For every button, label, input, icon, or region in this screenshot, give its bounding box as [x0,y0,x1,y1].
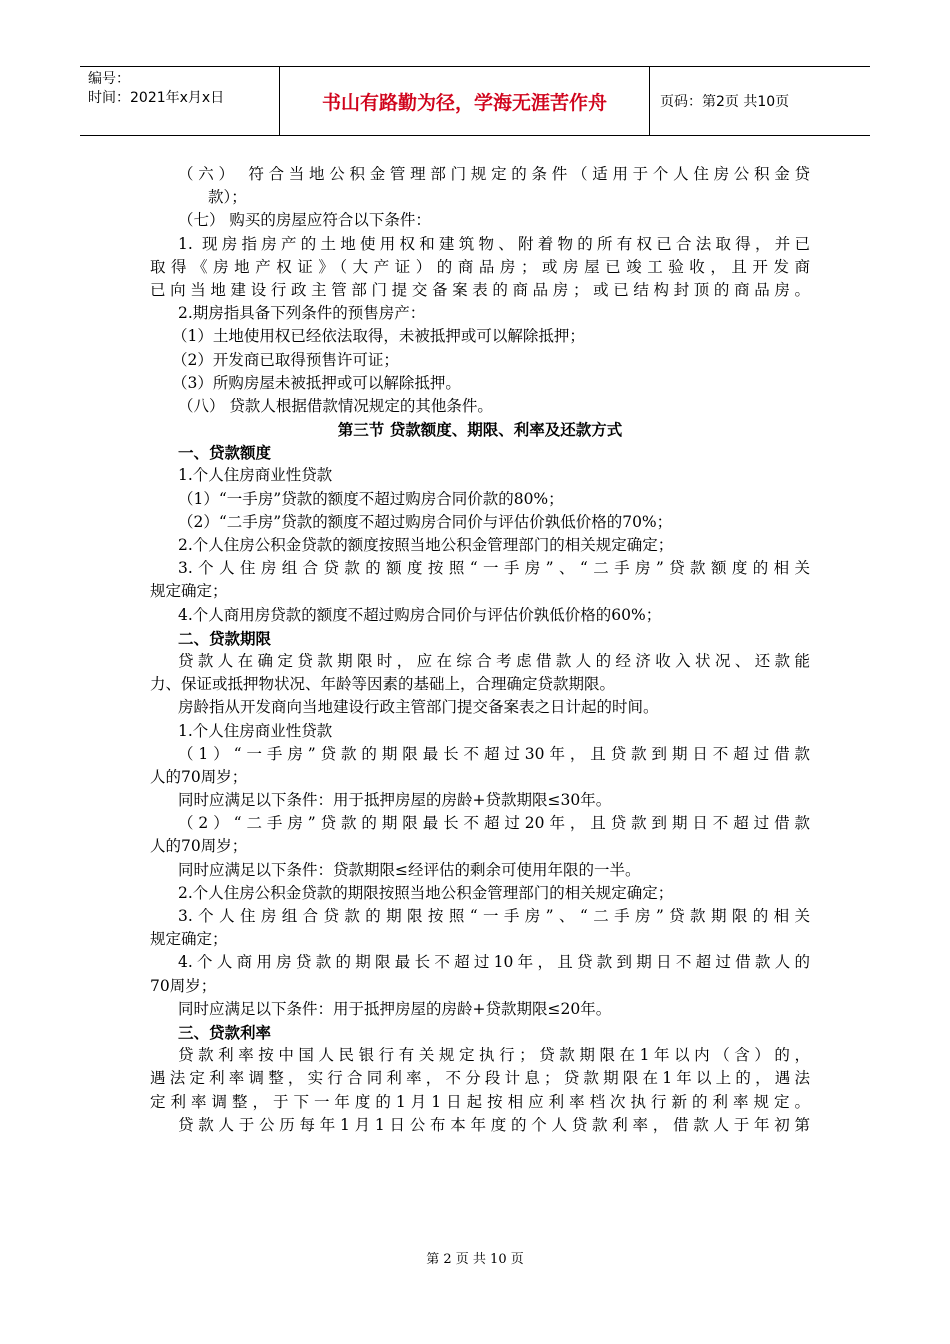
text-line: 3.个人住房组合贷款的期限按照“一手房”、“二手房”贷款期限的相关 [178,907,810,925]
text-line: 3.个人住房组合贷款的额度按照“一手房”、“二手房”贷款额度的相关 [178,559,810,578]
text-line: 1.个人住房商业性贷款 [178,721,333,740]
subsection-heading: 三、贷款利率 [178,1022,272,1042]
text-line: 已向当地建设行政主管部门提交备案表的商品房；或已结构封顶的商品房。 [150,280,810,299]
number-label: 编号： [88,71,130,87]
text-line: （2）“二手房”贷款的额度不超过购房合同价与评估价孰低价格的70%； [178,512,673,531]
text-line: 人的70周岁； [150,767,248,786]
text-line: （2）开发商已取得预售许可证； [172,350,399,369]
text-line: 规定确定； [150,582,228,601]
text-line: 力、保证或抵押物状况、年龄等因素的基础上，合理确定贷款期限。 [150,675,616,694]
text-line: （1）土地使用权已经依法取得，未被抵押或可以解除抵押； [172,327,585,346]
text-line: 规定确定； [150,930,228,949]
page-header [80,66,870,136]
header-page-label: 页码：第2页 共10页 [660,94,790,110]
text-line: （1）“一手房”贷款的额度不超过购房合同价款的80%； [178,489,564,508]
text-line: （八） 贷款人根据借款情况规定的其他条件。 [178,396,493,415]
text-line: 4.个人商用房贷款的额度不超过购房合同价与评估价孰低价格的60%； [178,605,662,624]
text-line: 同时应满足以下条件：用于抵押房屋的房龄+贷款期限≤30年。 [178,791,612,810]
text-line: 定利率调整，于下一年度的1月1日起按相应利率档次执行新的利率规定。 [150,1092,810,1111]
header-motto: 书山有路勤为径，学海无涯苦作舟 [280,67,650,135]
text-line: 取得《房地产权证》（大产证）的商品房；或房屋已竣工验收，且开发商 [150,257,810,276]
text-line: 人的70周岁； [150,837,248,856]
text-line: 1.个人住房商业性贷款 [178,466,333,485]
text-line: 遇法定利率调整，实行合同利率，不分段计息；贷款期限在1年以上的，遇法 [150,1069,810,1088]
subsection-heading: 一、贷款额度 [178,443,272,463]
text-line: 贷款人在确定贷款期限时，应在综合考虑借款人的经济收入状况、还款能 [178,651,810,670]
text-line: 同时应满足以下条件：用于抵押房屋的房龄+贷款期限≤20年。 [178,999,612,1018]
text-line: （3）所购房屋未被抵押或可以解除抵押。 [172,373,461,392]
text-line: 70周岁； [150,976,217,995]
text-line: 4.个人商用房贷款的期限最长不超过10年，且贷款到期日不超过借款人的 [178,953,810,972]
text-line: 贷款利率按中国人民银行有关规定执行；贷款期限在1年以内（含）的， [178,1046,810,1065]
text-line: 2.个人住房公积金贷款的期限按照当地公积金管理部门的相关规定确定； [178,883,674,902]
text-line: （六） 符合当地公积金管理部门规定的条件（适用于个人住房公积金贷 [178,165,810,183]
header-meta [80,67,280,135]
text-line: （七） 购买的房屋应符合以下条件： [178,211,431,230]
document-body [150,163,810,1137]
text-line: 1. 现房指房产的土地使用权和建筑物、附着物的所有权已合法取得，并已 [178,234,810,253]
date-label: 时间：2021年x月x日 [88,90,225,106]
text-line: （2）“二手房”贷款的期限最长不超过20年，且贷款到期日不超过借款 [178,814,810,833]
text-line: 款）； [208,188,247,207]
subsection-heading: 二、贷款期限 [178,628,272,648]
text-line: 贷款人于公历每年1月1日公布本年度的个人贷款利率，借款人于年初第 [178,1115,810,1134]
section-heading: 第三节 贷款额度、期限、利率及还款方式 [337,420,623,440]
text-line: 2.个人住房公积金贷款的额度按照当地公积金管理部门的相关规定确定； [178,536,674,554]
text-line: 2.期房指具备下列条件的预售房产： [178,304,426,323]
text-line: 同时应满足以下条件：贷款期限≤经评估的剩余可使用年限的一半。 [178,860,641,879]
text-line: （1）“一手房”贷款的期限最长不超过30年，且贷款到期日不超过借款 [178,744,810,763]
text-line: 房龄指从开发商向当地建设行政主管部门提交备案表之日计起的时间。 [178,698,659,717]
page-footer: 第 2 页 共 10 页 [426,1252,524,1267]
